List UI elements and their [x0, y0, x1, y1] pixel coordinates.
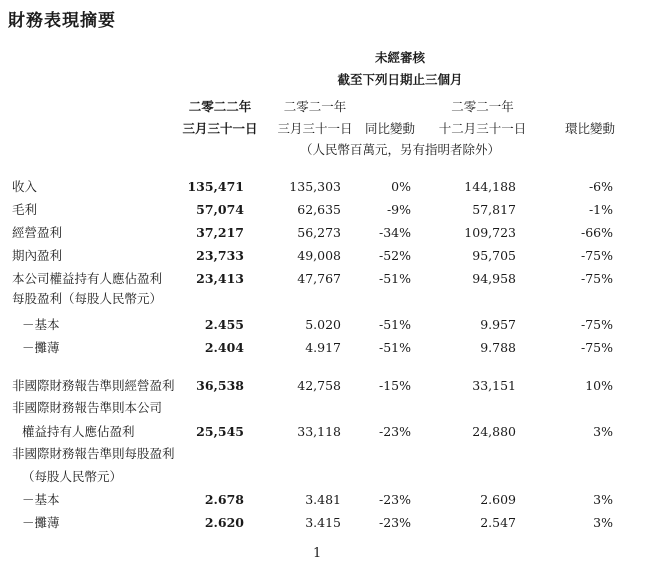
value-qoq: 10%: [585, 378, 613, 393]
table-row: [0, 421, 653, 443]
value-q1-2022: 25,545: [196, 424, 244, 439]
table-row: [0, 288, 653, 310]
row-label: －基本: [22, 492, 60, 507]
value-q1-2021: 42,758: [297, 378, 341, 393]
page-title: 財務表現摘要: [8, 11, 116, 31]
table-row: [0, 268, 653, 290]
value-q1-2021: 3.481: [305, 492, 341, 507]
table-row: [0, 512, 653, 534]
value-q4-2021: 57,817: [472, 202, 516, 217]
value-q1-2021: 33,118: [297, 424, 341, 439]
value-yoy: -23%: [378, 492, 411, 507]
value-q1-2022: 2.455: [204, 317, 244, 332]
value-q4-2021: 144,188: [464, 179, 516, 194]
value-q4-2021: 9.788: [480, 340, 516, 355]
value-qoq: -6%: [588, 179, 613, 194]
value-q1-2022: 2.620: [204, 515, 244, 530]
value-q1-2022: 57,074: [196, 202, 244, 217]
value-q1-2022: 23,413: [196, 271, 244, 286]
row-label: 非國際財務報告準則本公司: [12, 400, 163, 415]
table-row: [0, 222, 653, 244]
row-label: （每股人民幣元）: [22, 469, 123, 484]
value-qoq: 3%: [593, 492, 613, 507]
value-q1-2021: 135,303: [289, 179, 341, 194]
value-qoq: -75%: [580, 317, 613, 332]
value-q1-2021: 49,008: [297, 248, 341, 263]
col4-date: 十二月三十一日: [438, 121, 527, 136]
value-qoq: 3%: [593, 424, 613, 439]
row-label: 毛利: [12, 202, 38, 217]
table-row: [0, 245, 653, 267]
col3-header: 同比變動: [364, 121, 415, 136]
value-q1-2021: 56,273: [297, 225, 341, 240]
table-row: [0, 314, 653, 336]
value-q1-2022: 2.404: [204, 340, 244, 355]
value-yoy: -52%: [378, 248, 411, 263]
row-label: 非國際財務報告準則經營盈利: [12, 378, 175, 393]
value-qoq: -75%: [580, 248, 613, 263]
value-q1-2021: 5.020: [305, 317, 341, 332]
value-q4-2021: 33,151: [472, 378, 516, 393]
value-q1-2022: 37,217: [196, 225, 244, 240]
row-label: 經營盈利: [12, 225, 63, 240]
value-yoy: -23%: [378, 515, 411, 530]
value-q1-2021: 47,767: [297, 271, 341, 286]
value-q1-2021: 62,635: [297, 202, 341, 217]
value-qoq: 3%: [593, 515, 613, 530]
header-unaudited: 未經審核: [374, 50, 425, 65]
value-q1-2021: 3.415: [305, 515, 341, 530]
value-yoy: -9%: [386, 202, 411, 217]
value-q4-2021: 9.957: [480, 317, 516, 332]
table-row: [0, 397, 653, 419]
value-q1-2021: 4.917: [305, 340, 341, 355]
row-label: －攤薄: [22, 515, 60, 530]
value-q4-2021: 94,958: [472, 271, 516, 286]
value-q4-2021: 2.609: [480, 492, 516, 507]
row-label: －基本: [22, 317, 60, 332]
value-yoy: -51%: [378, 340, 411, 355]
table-row: [0, 466, 653, 488]
table-row: [0, 337, 653, 359]
value-q4-2021: 95,705: [472, 248, 516, 263]
value-qoq: -66%: [580, 225, 613, 240]
row-label: 本公司權益持有人應佔盈利: [12, 271, 163, 286]
value-q1-2022: 135,471: [187, 179, 244, 194]
value-yoy: -34%: [378, 225, 411, 240]
value-yoy: -51%: [378, 271, 411, 286]
row-label: 權益持有人應佔盈利: [22, 424, 135, 439]
value-yoy: -15%: [378, 378, 411, 393]
value-q4-2021: 2.547: [480, 515, 516, 530]
table-row: [0, 375, 653, 397]
value-yoy: 0%: [391, 179, 411, 194]
value-qoq: -75%: [580, 340, 613, 355]
unit-note: （人民幣百萬元，另有指明者除外）: [299, 142, 500, 157]
value-q1-2022: 23,733: [196, 248, 244, 263]
col2-date: 三月三十一日: [277, 121, 353, 136]
row-label: 期內盈利: [12, 248, 63, 263]
table-row: [0, 199, 653, 221]
value-yoy: -51%: [378, 317, 411, 332]
row-label: 收入: [12, 179, 38, 194]
col2-year: 二零二一年: [283, 99, 347, 114]
value-qoq: -75%: [580, 271, 613, 286]
page-number: 1: [313, 546, 322, 561]
col1-date: 三月三十一日: [182, 121, 258, 136]
table-row: [0, 176, 653, 198]
row-label: 每股盈利（每股人民幣元）: [12, 291, 163, 306]
value-yoy: -23%: [378, 424, 411, 439]
header-period: 截至下列日期止三個月: [337, 72, 463, 87]
value-qoq: -1%: [588, 202, 613, 217]
col1-year: 二零二二年: [188, 99, 252, 114]
col5-header: 環比變動: [564, 121, 615, 136]
table-row: [0, 443, 653, 465]
value-q4-2021: 109,723: [464, 225, 516, 240]
value-q4-2021: 24,880: [472, 424, 516, 439]
row-label: －攤薄: [22, 340, 60, 355]
value-q1-2022: 2.678: [204, 492, 244, 507]
col4-year: 二零二一年: [451, 99, 514, 114]
row-label: 非國際財務報告準則每股盈利: [12, 446, 175, 461]
value-q1-2022: 36,538: [196, 378, 244, 393]
table-row: [0, 489, 653, 511]
